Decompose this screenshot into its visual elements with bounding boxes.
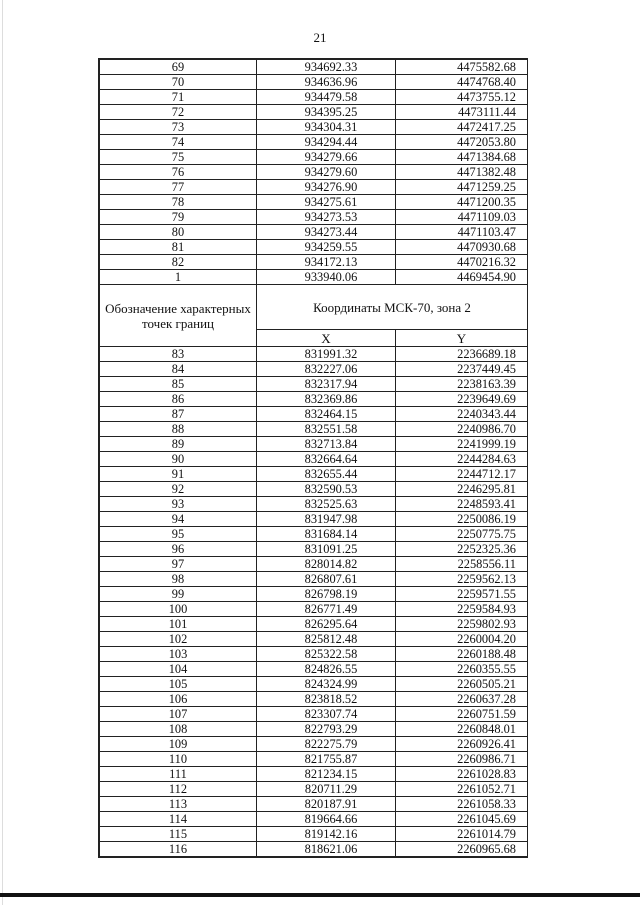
- table-row: [100, 632, 528, 647]
- x-cell: 820711.29: [257, 782, 396, 797]
- point-id-cell: 96: [100, 542, 257, 557]
- x-cell: 832227.06: [257, 362, 396, 377]
- y-cell: 2259562.13: [396, 572, 528, 587]
- coordinates-table: [99, 59, 528, 857]
- table-row: [100, 737, 528, 752]
- table-row: [100, 377, 528, 392]
- y-cell: 2252325.36: [396, 542, 528, 557]
- y-cell: 2236689.18: [396, 347, 528, 362]
- x-cell: 825812.48: [257, 632, 396, 647]
- table-row: [100, 150, 528, 165]
- x-cell: 934692.33: [257, 60, 396, 75]
- point-id-cell: 82: [100, 255, 257, 270]
- table-row: [100, 437, 528, 452]
- point-id-cell: 116: [100, 842, 257, 857]
- y-cell: 2261058.33: [396, 797, 528, 812]
- point-id-cell: 93: [100, 497, 257, 512]
- x-cell: 831991.32: [257, 347, 396, 362]
- point-id-cell: 70: [100, 75, 257, 90]
- x-cell: 821234.15: [257, 767, 396, 782]
- y-cell: 4469454.90: [396, 270, 528, 285]
- table-row: [100, 422, 528, 437]
- point-id-cell: 89: [100, 437, 257, 452]
- point-id-cell: 103: [100, 647, 257, 662]
- y-cell: 4471200.35: [396, 195, 528, 210]
- y-cell: 2248593.41: [396, 497, 528, 512]
- y-cell: 4470930.68: [396, 240, 528, 255]
- table-row: [100, 572, 528, 587]
- table-row: [100, 347, 528, 362]
- x-cell: 934279.60: [257, 165, 396, 180]
- table-row: [100, 452, 528, 467]
- y-cell: 4473755.12: [396, 90, 528, 105]
- point-id-cell: 76: [100, 165, 257, 180]
- table-row: [100, 752, 528, 767]
- point-id-cell: 72: [100, 105, 257, 120]
- table-row: [100, 90, 528, 105]
- table-row: [100, 362, 528, 377]
- y-cell: 2260637.28: [396, 692, 528, 707]
- point-id-cell: 105: [100, 677, 257, 692]
- point-id-cell: 87: [100, 407, 257, 422]
- point-id-cell: 71: [100, 90, 257, 105]
- y-cell: 2239649.69: [396, 392, 528, 407]
- table-row: [100, 195, 528, 210]
- y-cell: 2260926.41: [396, 737, 528, 752]
- x-cell: 831684.14: [257, 527, 396, 542]
- point-id-cell: 115: [100, 827, 257, 842]
- point-id-cell: 83: [100, 347, 257, 362]
- point-id-cell: 77: [100, 180, 257, 195]
- y-cell: 2244284.63: [396, 452, 528, 467]
- x-cell: 832525.63: [257, 497, 396, 512]
- x-cell: 823818.52: [257, 692, 396, 707]
- point-id-cell: 108: [100, 722, 257, 737]
- point-id-cell: 97: [100, 557, 257, 572]
- point-id-cell: 90: [100, 452, 257, 467]
- x-cell: 934479.58: [257, 90, 396, 105]
- y-cell: 4472417.25: [396, 120, 528, 135]
- point-id-cell: 95: [100, 527, 257, 542]
- point-id-cell: 84: [100, 362, 257, 377]
- x-cell: 934279.66: [257, 150, 396, 165]
- table-body-previous-zone: [100, 60, 528, 285]
- table-row: [100, 677, 528, 692]
- point-id-cell: 80: [100, 225, 257, 240]
- table-row: [100, 270, 528, 285]
- y-cell: 4473111.44: [396, 105, 528, 120]
- y-cell: 2259571.55: [396, 587, 528, 602]
- point-id-cell: 91: [100, 467, 257, 482]
- y-cell: 2258556.11: [396, 557, 528, 572]
- header-y: Y: [396, 330, 528, 347]
- x-cell: 934259.55: [257, 240, 396, 255]
- x-cell: 934395.25: [257, 105, 396, 120]
- table-row: [100, 767, 528, 782]
- x-cell: 832590.53: [257, 482, 396, 497]
- x-cell: 819664.66: [257, 812, 396, 827]
- point-id-cell: 92: [100, 482, 257, 497]
- y-cell: 2260004.20: [396, 632, 528, 647]
- point-id-cell: 79: [100, 210, 257, 225]
- y-cell: 2246295.81: [396, 482, 528, 497]
- header-x: X: [257, 330, 396, 347]
- table-row: [100, 497, 528, 512]
- table-row: [100, 392, 528, 407]
- x-cell: 826798.19: [257, 587, 396, 602]
- point-id-cell: 81: [100, 240, 257, 255]
- table-row: [100, 782, 528, 797]
- table-row: [100, 557, 528, 572]
- header-coordinates: Координаты МСК-70, зона 2: [257, 285, 528, 330]
- point-id-cell: 100: [100, 602, 257, 617]
- x-cell: 934276.90: [257, 180, 396, 195]
- table-row: [100, 827, 528, 842]
- point-id-cell: 73: [100, 120, 257, 135]
- scan-margin-line: [2, 0, 3, 905]
- x-cell: 823307.74: [257, 707, 396, 722]
- point-id-cell: 75: [100, 150, 257, 165]
- x-cell: 934304.31: [257, 120, 396, 135]
- table-row: [100, 662, 528, 677]
- y-cell: 2259802.93: [396, 617, 528, 632]
- x-cell: 831091.25: [257, 542, 396, 557]
- y-cell: 2261014.79: [396, 827, 528, 842]
- y-cell: 2260848.01: [396, 722, 528, 737]
- point-id-cell: 110: [100, 752, 257, 767]
- scan-bottom-edge: [0, 893, 640, 897]
- table-row: [100, 225, 528, 240]
- y-cell: 4471382.48: [396, 165, 528, 180]
- table-body-zone-2: [100, 347, 528, 857]
- table-row: [100, 467, 528, 482]
- y-cell: 2240986.70: [396, 422, 528, 437]
- point-id-cell: 113: [100, 797, 257, 812]
- y-cell: 2260505.21: [396, 677, 528, 692]
- table-row: [100, 105, 528, 120]
- x-cell: 934273.44: [257, 225, 396, 240]
- x-cell: 832317.94: [257, 377, 396, 392]
- y-cell: 4471109.03: [396, 210, 528, 225]
- x-cell: 822793.29: [257, 722, 396, 737]
- y-cell: 4470216.32: [396, 255, 528, 270]
- x-cell: 832551.58: [257, 422, 396, 437]
- point-id-cell: 1: [100, 270, 257, 285]
- y-cell: 2240343.44: [396, 407, 528, 422]
- x-cell: 832464.15: [257, 407, 396, 422]
- y-cell: 2259584.93: [396, 602, 528, 617]
- table-row: [100, 482, 528, 497]
- x-cell: 822275.79: [257, 737, 396, 752]
- table-row: [100, 647, 528, 662]
- x-cell: 826771.49: [257, 602, 396, 617]
- y-cell: 2250775.75: [396, 527, 528, 542]
- point-id-cell: 109: [100, 737, 257, 752]
- x-cell: 934172.13: [257, 255, 396, 270]
- y-cell: 2260751.59: [396, 707, 528, 722]
- point-id-cell: 74: [100, 135, 257, 150]
- table-row: [100, 165, 528, 180]
- x-cell: 934294.44: [257, 135, 396, 150]
- x-cell: 933940.06: [257, 270, 396, 285]
- point-id-cell: 104: [100, 662, 257, 677]
- y-cell: 2250086.19: [396, 512, 528, 527]
- y-cell: 4472053.80: [396, 135, 528, 150]
- point-id-cell: 107: [100, 707, 257, 722]
- x-cell: 820187.91: [257, 797, 396, 812]
- x-cell: 819142.16: [257, 827, 396, 842]
- table-row: [100, 512, 528, 527]
- point-id-cell: 112: [100, 782, 257, 797]
- y-cell: 2260965.68: [396, 842, 528, 857]
- table-row: [100, 407, 528, 422]
- y-cell: 2261052.71: [396, 782, 528, 797]
- x-cell: 934275.61: [257, 195, 396, 210]
- y-cell: 4471103.47: [396, 225, 528, 240]
- header-row: [100, 285, 528, 330]
- x-cell: 821755.87: [257, 752, 396, 767]
- point-id-cell: 114: [100, 812, 257, 827]
- table-row: [100, 180, 528, 195]
- page-number: 21: [313, 30, 327, 45]
- x-cell: 832369.86: [257, 392, 396, 407]
- y-cell: 2237449.45: [396, 362, 528, 377]
- table-row: [100, 797, 528, 812]
- table-row: [100, 75, 528, 90]
- table-header: [100, 285, 528, 347]
- x-cell: 824826.55: [257, 662, 396, 677]
- table-row: [100, 60, 528, 75]
- point-id-cell: 86: [100, 392, 257, 407]
- table-row: [100, 812, 528, 827]
- point-id-cell: 69: [100, 60, 257, 75]
- x-cell: 832664.64: [257, 452, 396, 467]
- point-id-cell: 78: [100, 195, 257, 210]
- x-cell: 828014.82: [257, 557, 396, 572]
- table-row: [100, 692, 528, 707]
- y-cell: 2261028.83: [396, 767, 528, 782]
- table-row: [100, 120, 528, 135]
- y-cell: 2244712.17: [396, 467, 528, 482]
- table-row: [100, 617, 528, 632]
- y-cell: 2260188.48: [396, 647, 528, 662]
- point-id-cell: 99: [100, 587, 257, 602]
- x-cell: 825322.58: [257, 647, 396, 662]
- x-cell: 832713.84: [257, 437, 396, 452]
- y-cell: 2261045.69: [396, 812, 528, 827]
- point-id-cell: 88: [100, 422, 257, 437]
- x-cell: 826295.64: [257, 617, 396, 632]
- y-cell: 2238163.39: [396, 377, 528, 392]
- header-point-label: Обозначение характерных точек границ: [100, 285, 257, 347]
- y-cell: 4474768.40: [396, 75, 528, 90]
- x-cell: 934273.53: [257, 210, 396, 225]
- point-id-cell: 98: [100, 572, 257, 587]
- point-id-cell: 102: [100, 632, 257, 647]
- table-row: [100, 722, 528, 737]
- table-row: [100, 842, 528, 857]
- coordinates-table-container: [98, 58, 528, 858]
- table-row: [100, 542, 528, 557]
- x-cell: 826807.61: [257, 572, 396, 587]
- table-row: [100, 707, 528, 722]
- y-cell: 4471384.68: [396, 150, 528, 165]
- table-row: [100, 210, 528, 225]
- x-cell: 831947.98: [257, 512, 396, 527]
- table-row: [100, 255, 528, 270]
- point-id-cell: 94: [100, 512, 257, 527]
- point-id-cell: 111: [100, 767, 257, 782]
- x-cell: 934636.96: [257, 75, 396, 90]
- y-cell: 4475582.68: [396, 60, 528, 75]
- x-cell: 818621.06: [257, 842, 396, 857]
- y-cell: 2260355.55: [396, 662, 528, 677]
- y-cell: 2260986.71: [396, 752, 528, 767]
- y-cell: 4471259.25: [396, 180, 528, 195]
- table-row: [100, 602, 528, 617]
- table-row: [100, 240, 528, 255]
- table-row: [100, 135, 528, 150]
- point-id-cell: 85: [100, 377, 257, 392]
- y-cell: 2241999.19: [396, 437, 528, 452]
- table-row: [100, 587, 528, 602]
- point-id-cell: 101: [100, 617, 257, 632]
- x-cell: 824324.99: [257, 677, 396, 692]
- point-id-cell: 106: [100, 692, 257, 707]
- table-row: [100, 527, 528, 542]
- x-cell: 832655.44: [257, 467, 396, 482]
